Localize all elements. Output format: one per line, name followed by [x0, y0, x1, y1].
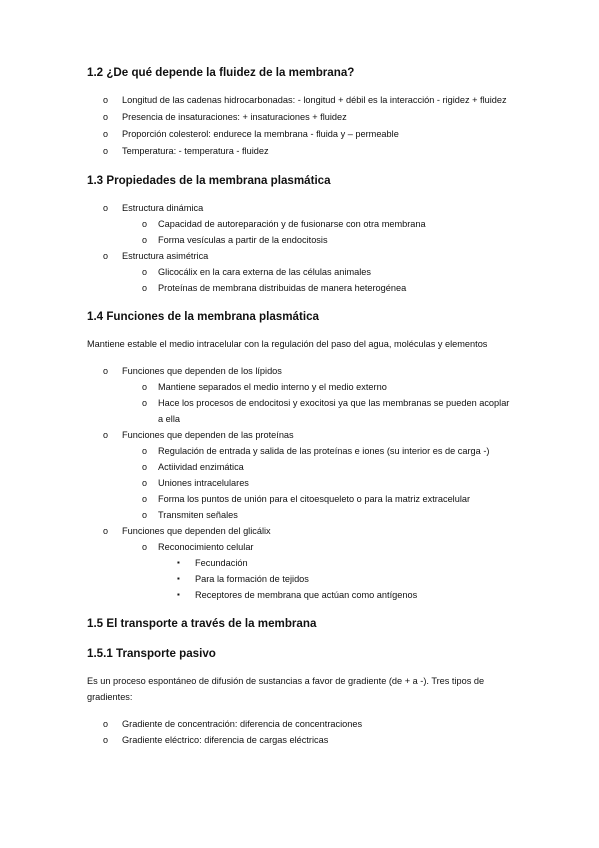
list-item: o Longitud de las cadenas hidrocarbonadas: - longitud + débil es la interacción - rigidez + fluidez	[87, 92, 517, 109]
circle-bullet-icon: o	[103, 719, 109, 729]
circle-bullet-icon: o	[142, 382, 148, 392]
list-item: o Funciones que dependen de las proteínas	[87, 427, 517, 443]
circle-bullet-icon: o	[142, 494, 148, 504]
circle-bullet-icon: o	[103, 251, 109, 261]
list-item: o Actiividad enzimática	[87, 459, 517, 475]
circle-bullet-icon: o	[142, 462, 148, 472]
circle-bullet-icon: o	[142, 398, 148, 408]
list-item: o Presencia de insaturaciones: + insaturaciones + fluidez	[87, 109, 517, 126]
circle-bullet-icon: o	[142, 446, 148, 456]
list-item: o Reconocimiento celular	[87, 539, 517, 555]
heading-1-5: 1.5 El transporte a través de la membrana	[87, 617, 317, 630]
circle-bullet-icon: o	[142, 219, 148, 229]
paragraph-funciones: Mantiene estable el medio intracelular con la regulación del paso del agua, moléculas y elementos	[87, 339, 488, 349]
list-gradientes	[87, 716, 517, 748]
circle-bullet-icon: o	[103, 526, 109, 536]
circle-bullet-icon: o	[103, 203, 109, 213]
list-funciones	[87, 363, 517, 603]
circle-bullet-icon: o	[142, 267, 148, 277]
circle-bullet-icon: o	[103, 112, 109, 122]
list-item: ▪ Receptores de membrana que actúan como antígenos	[87, 587, 517, 603]
circle-bullet-icon: o	[142, 542, 148, 552]
list-item: o Estructura dinámica	[87, 200, 517, 216]
circle-bullet-icon: o	[103, 95, 109, 105]
list-item: o Transmiten señales	[87, 507, 517, 523]
list-item: o Funciones que dependen de los lípidos	[87, 363, 517, 379]
paragraph-transporte-pasivo: Es un proceso espontáneo de difusión de sustancias a favor de gradiente (de + a -). Tres tipos de gradientes:	[87, 676, 485, 702]
list-item: o Glicocálix en la cara externa de las células animales	[87, 264, 517, 280]
circle-bullet-icon: o	[103, 146, 109, 156]
square-bullet-icon: ▪	[177, 558, 180, 567]
page-content	[87, 66, 517, 754]
circle-bullet-icon: o	[103, 735, 109, 745]
heading-1-5-1: 1.5.1 Transporte pasivo	[87, 647, 216, 660]
circle-bullet-icon: o	[103, 430, 109, 440]
list-item: ▪ Para la formación de tejidos	[87, 571, 517, 587]
circle-bullet-icon: o	[142, 235, 148, 245]
list-item: o Gradiente eléctrico: diferencia de cargas eléctricas	[87, 732, 517, 748]
list-item: o Capacidad de autoreparación y de fusionarse con otra membrana	[87, 216, 517, 232]
list-item: o Mantiene separados el medio interno y el medio externo	[87, 379, 517, 395]
circle-bullet-icon: o	[142, 478, 148, 488]
list-item: o Temperatura: - temperatura - fluidez	[87, 143, 517, 160]
circle-bullet-icon: o	[103, 366, 109, 376]
list-item: o Hace los procesos de endocitosi y exocitosi ya que las membranas se pueden acoplar a ella	[87, 395, 517, 427]
list-item: o Proporción colesterol: endurece la membrana - fluida y – permeable	[87, 126, 517, 143]
list-item: o Funciones que dependen del glicálix	[87, 523, 517, 539]
list-item: o Uniones intracelulares	[87, 475, 517, 491]
list-item: o Regulación de entrada y salida de las proteínas e iones (su interior es de carga -)	[87, 443, 517, 459]
circle-bullet-icon: o	[103, 129, 109, 139]
circle-bullet-icon: o	[142, 283, 148, 293]
list-fluidez	[87, 92, 517, 160]
list-item: ▪ Fecundación	[87, 555, 517, 571]
square-bullet-icon: ▪	[177, 590, 180, 599]
heading-1-3: 1.3 Propiedades de la membrana plasmática	[87, 174, 331, 187]
list-item: o Gradiente de concentración: diferencia de concentraciones	[87, 716, 517, 732]
circle-bullet-icon: o	[142, 510, 148, 520]
list-item: o Estructura asimétrica	[87, 248, 517, 264]
list-item: o Proteínas de membrana distribuidas de manera heterogénea	[87, 280, 517, 296]
heading-1-4: 1.4 Funciones de la membrana plasmática	[87, 310, 319, 323]
heading-1-2: 1.2 ¿De qué depende la fluidez de la membrana?	[87, 66, 355, 79]
square-bullet-icon: ▪	[177, 574, 180, 583]
list-item: o Forma vesículas a partir de la endocitosis	[87, 232, 517, 248]
list-propiedades	[87, 200, 517, 296]
list-item: o Forma los puntos de unión para el citoesqueleto o para la matriz extracelular	[87, 491, 517, 507]
